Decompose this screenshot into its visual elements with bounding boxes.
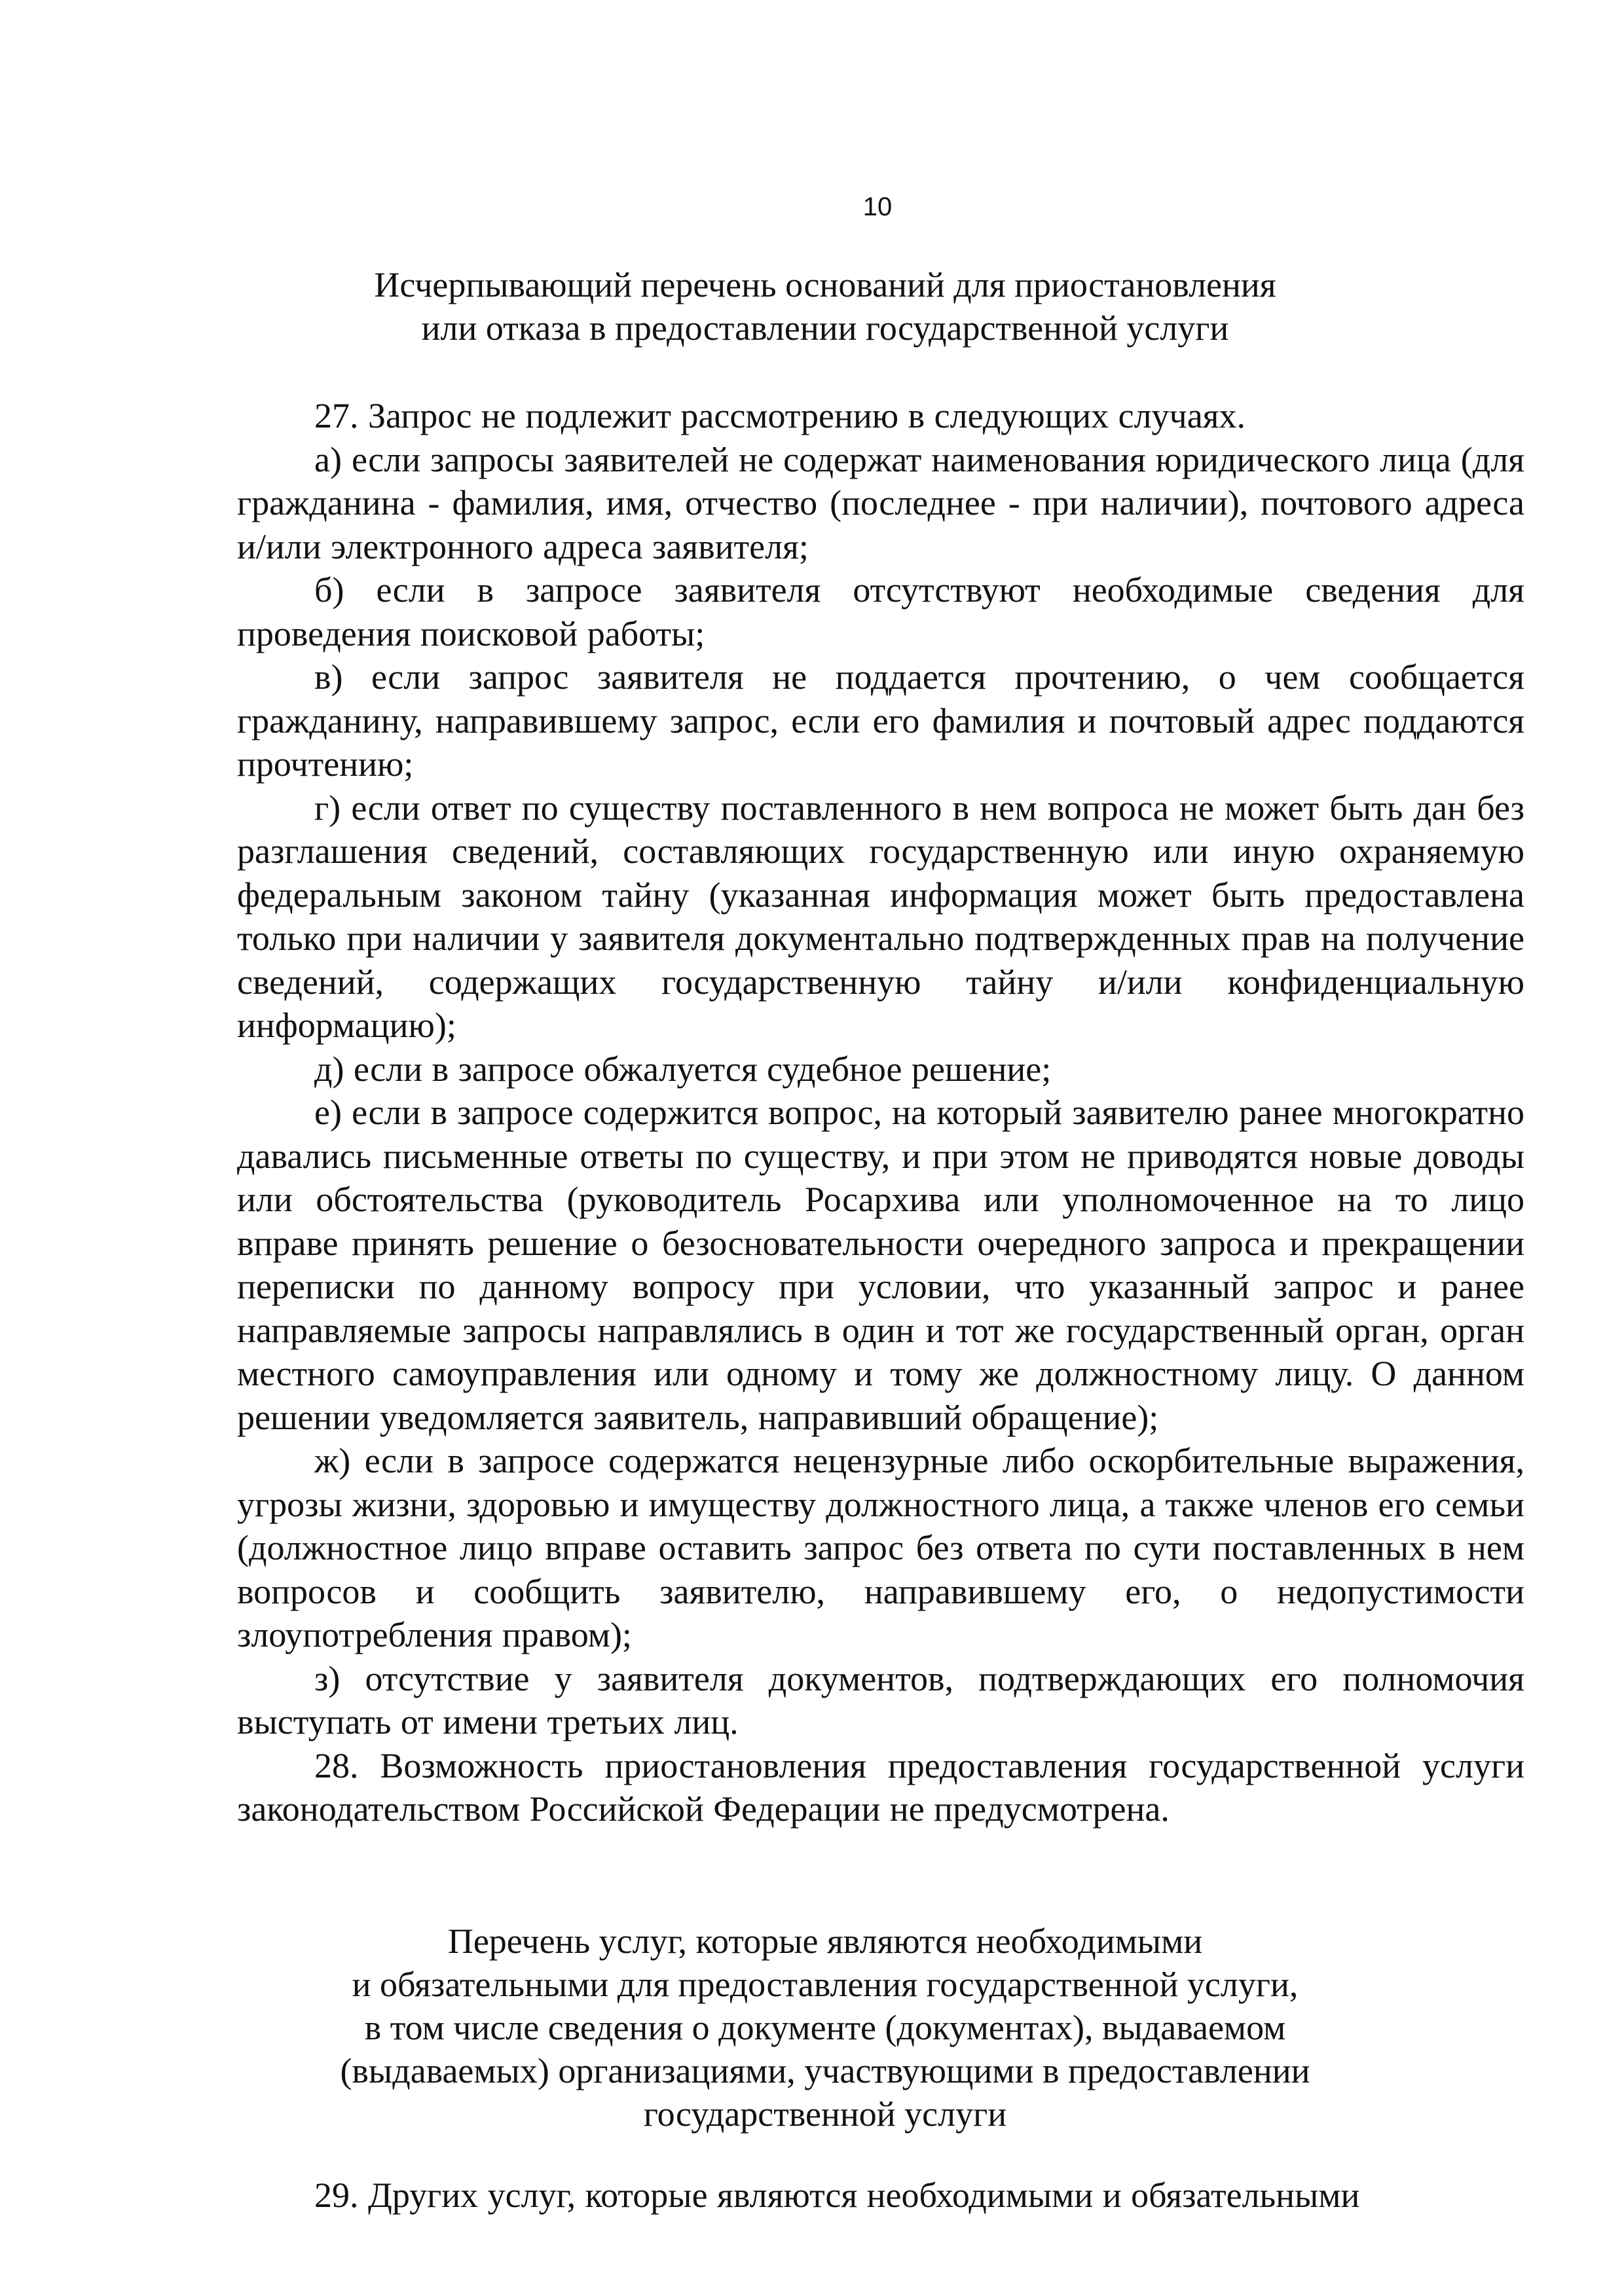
section-heading-required-services bbox=[236, 1920, 1414, 2136]
section-body-grounds-for-refusal bbox=[237, 394, 1524, 1831]
paragraph-27-e: е) если в запросе содержится вопрос, на который заявителю ранее многократно давались письменные ответы по существу, и при этом не приводятся новые доводы или обстоятельства (руководитель Росархива или уполномоченное на то лицо вправе принять решение о безосновательности очередного запроса и прекращении переписки по данному вопросу при условии, что указанный запрос и ранее направляемые запросы направлялись в один и тот же государственный орган, орган местного самоуправления или одному и тому же должностному лицу. О данном решении уведомляется заявитель, направивший обращение); bbox=[237, 1093, 1524, 1437]
paragraph-27-g: г) если ответ по существу поставленного в нем вопроса не может быть дан без разглашения сведений, составляющих государственную или иную охраняемую федеральным законом тайну (указанная информация может быть предоставлена только при наличии у заявителя документально подтвержденных прав на получение сведений, содержащих государственную тайну и/или конфиденциальную информацию); bbox=[237, 788, 1524, 1045]
paragraph-27-a: а) если запросы заявителей не содержат наименования юридического лица (для гражданина - фамилия, имя, отчество (последнее - при наличии), почтового адреса и/или электронного адреса заявителя; bbox=[237, 439, 1524, 566]
paragraph-28: 28. Возможность приостановления предоставления государственной услуги законодательством Российской Федерации не предусмотрена. bbox=[237, 1745, 1524, 1829]
heading-line: Исчерпывающий перечень оснований для приостановления bbox=[374, 265, 1276, 304]
paragraph-29: 29. Других услуг, которые являются необходимыми и обязательными bbox=[314, 2176, 1360, 2215]
heading-line: или отказа в предоставлении государственной услуги bbox=[421, 308, 1229, 348]
heading-line: Перечень услуг, которые являются необходимыми bbox=[447, 1922, 1203, 1961]
heading-line: в том числе сведения о документе (документах), выдаваемом bbox=[364, 2008, 1286, 2047]
paragraph-27-d: д) если в запросе обжалуется судебное решение; bbox=[314, 1049, 1052, 1089]
paragraph-27-b: б) если в запросе заявителя отсутствуют необходимые сведения для проведения поисковой работы; bbox=[237, 570, 1524, 653]
paragraph-27-z: з) отсутствие у заявителя документов, подтверждающих его полномочия выступать от имени третьих лиц. bbox=[237, 1658, 1524, 1741]
paragraph-27-v: в) если запрос заявителя не поддается прочтению, о чем сообщается гражданину, направившему запрос, если его фамилия и почтовый адрес поддаются прочтению; bbox=[237, 657, 1524, 784]
heading-line: и обязательными для предоставления государственной услуги, bbox=[352, 1965, 1299, 2004]
paragraph-27-zh: ж) если в запросе содержатся нецензурные либо оскорбительные выражения, угрозы жизни, здоровью и имуществу должностного лица, а также членов его семьи (должностное лицо вправе оставить запрос без ответа по сути поставленных в нем вопросов и сообщить заявителю, направившему его, о недопустимости злоупотребления правом); bbox=[237, 1441, 1524, 1654]
heading-line: государственной услуги bbox=[643, 2094, 1007, 2134]
heading-line: (выдаваемых) организациями, участвующими в предоставлении bbox=[340, 2051, 1310, 2090]
page-number: 10 bbox=[862, 192, 893, 221]
section-body-required-services bbox=[237, 2174, 1524, 2217]
paragraph-27: 27. Запрос не подлежит рассмотрению в следующих случаях. bbox=[314, 396, 1246, 435]
section-heading-grounds-for-refusal bbox=[236, 263, 1414, 350]
